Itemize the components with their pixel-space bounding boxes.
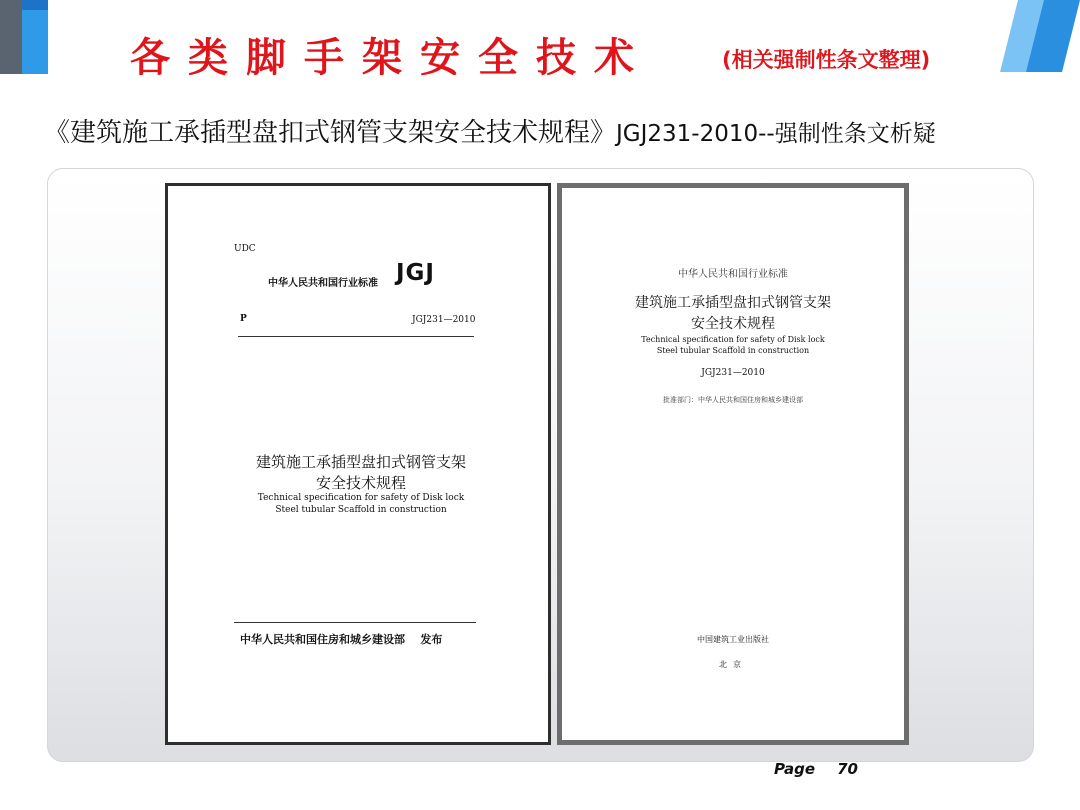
jgj-logo: JGJ [396,260,435,286]
title-en-line2: Steel tubular Scaffold in construction [656,346,810,355]
page-label: Page [774,760,816,778]
slide-title: 各类脚手架安全技术 [130,35,652,81]
publisher-line [240,631,442,647]
udc-label: UDC [234,244,256,254]
publisher-name: 中华人民共和国住房和城乡建设部 [240,633,405,646]
divider [234,622,476,623]
category-letter: P [240,314,247,324]
document-heading [44,112,1044,149]
cover-title-en-line2: Steel tubular Scaffold in construction [275,505,447,515]
divider [238,336,474,337]
title-en-line1: Technical specification for safety of Disk lock [641,335,825,344]
title-page-title-zh [562,293,904,335]
publisher-city: 北京 [719,660,747,669]
page-number: 70 [837,760,858,778]
publisher-press: 中国建筑工业出版社 [697,635,769,644]
slide-subtitle: (相关强制性条文整理) [722,48,931,72]
title-page-title-en [562,334,904,356]
cover-title-en-line1: Technical specification for safety of Disk lock [257,493,465,503]
cover-page-left [165,183,551,745]
publish-label: 发布 [420,633,443,646]
corner-decoration-left-dark [0,0,22,74]
corner-decoration-left-light [22,10,48,74]
title-zh-line2: 安全技术规程 [691,316,775,332]
standard-code: JGJ231—2010 [412,315,476,325]
standard-code: JGJ231—2010 [701,368,765,378]
standard-type: 中华人民共和国行业标准 [678,269,788,280]
cover-title-zh-line1: 建筑施工承插型盘扣式钢管支架 [255,453,466,471]
document-name: 《建筑施工承插型盘扣式钢管支架安全技术规程》 [44,118,617,148]
cover-title-zh [168,452,554,494]
cover-title-zh-line2: 安全技术规程 [315,474,406,492]
title-page-paper [562,188,904,740]
page-indicator [774,760,858,778]
title-page-right [557,183,909,745]
document-code: JGJ231-2010--强制性条文析疑 [616,121,936,147]
approving-authority: 批准部门：中华人民共和国住房和城乡建设部 [663,396,803,404]
standard-type: 中华人民共和国行业标准 [268,278,378,289]
title-zh-line1: 建筑施工承插型盘扣式钢管支架 [635,295,831,311]
cover-title-en [168,492,554,516]
